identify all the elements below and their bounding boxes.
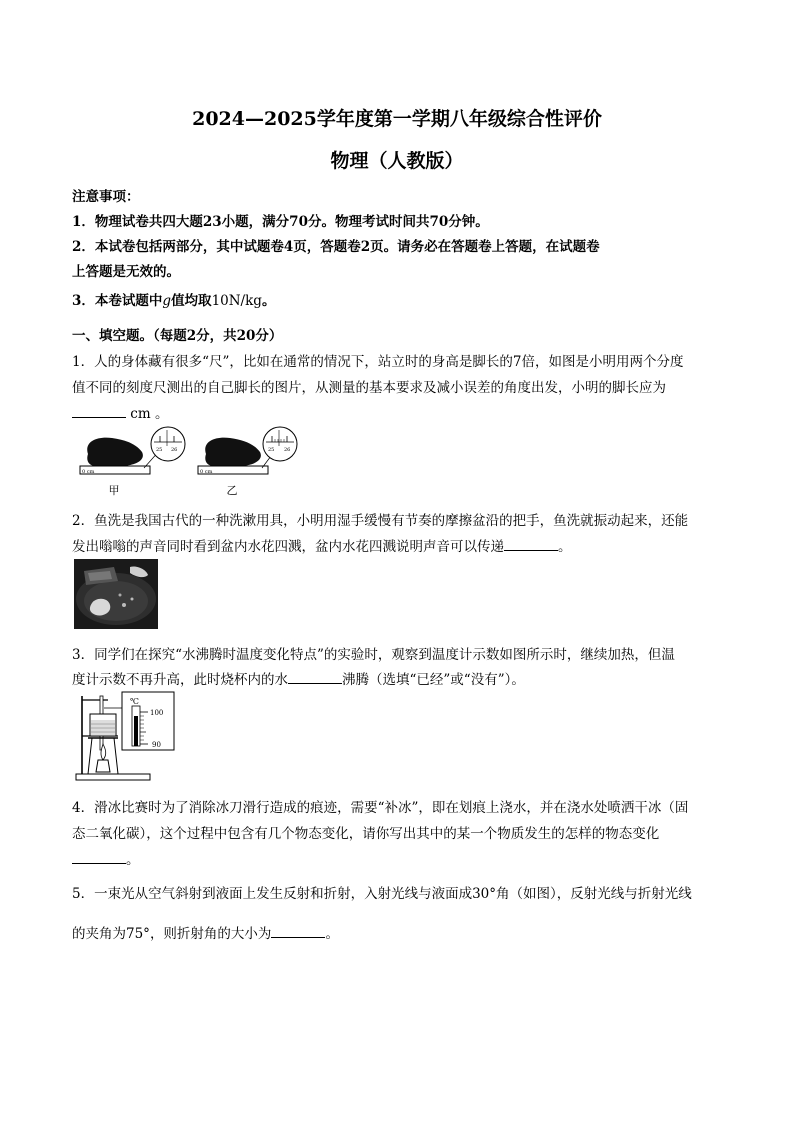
q2-line-2-text: 发出嗡嗡的声音同时看到盆内水花四溅，盆内水花四溅说明声音可以传递 — [72, 539, 504, 555]
q5-line-1-text-a: 5．一束光从空气斜射到液面上发生反射和折射，入射光线与液面成 — [72, 886, 473, 902]
note-2-line-2: 上答题是无效的。 — [72, 264, 180, 280]
q1-answer-blank[interactable] — [72, 404, 126, 418]
q2-line-2-end: 。 — [558, 539, 572, 555]
tick-label-25-jia: 25 — [156, 447, 163, 453]
gravity-symbol: g — [162, 293, 172, 309]
q1-line-2: 值不同的刻度尺测出的自己脚长的图片，从测量的基本要求及减小误差的角度出发，小明的脚长应为 — [72, 380, 666, 396]
q5-line-1 — [72, 882, 692, 902]
q4-line-3 — [72, 848, 140, 868]
fish-basin-image — [74, 559, 158, 629]
thermometer-label-90: 90 — [152, 741, 161, 749]
tick-label-25-yi: 25 — [268, 447, 275, 453]
q2-answer-blank[interactable] — [504, 537, 558, 551]
q1-unit: cm 。 — [126, 406, 169, 422]
section-1-heading: 一、填空题。（每题2分，共20分） — [72, 328, 283, 344]
q5-answer-blank[interactable] — [271, 924, 325, 938]
q3-line-1: 3．同学们在探究“水沸腾时温度变化特点”的实验时，观察到温度计示数如图所示时，继续加热，但温 — [72, 647, 675, 663]
figure-label-yi: 乙 — [226, 484, 238, 497]
figure-yi — [198, 427, 297, 497]
gravity-value: 10N/kg — [211, 293, 262, 309]
q2-line-2 — [72, 535, 572, 555]
q3-line-2-text-a: 度计示数不再升高，此时烧杯内的水 — [72, 672, 288, 688]
tick-label-26-jia: 26 — [171, 447, 178, 453]
figure-jia — [80, 427, 185, 497]
q5-line-2-text-b: ，则折射角的大小为 — [149, 926, 272, 942]
q5-line-2-end: 。 — [325, 926, 339, 942]
thermometer-label-100: 100 — [150, 709, 164, 717]
ruler-zero-label-yi: 0 cm — [200, 469, 213, 475]
q4-line-3-end: 。 — [126, 852, 140, 868]
ruler-zero-label-jia: 0 cm — [82, 469, 95, 475]
tick-label-26-yi: 26 — [284, 447, 291, 453]
q2-line-1: 2．鱼洗是我国古代的一种洗漱用具，小明用湿手缓慢有节奏的摩擦盆沿的把手，鱼洗就振动起来，还能 — [72, 513, 689, 529]
exam-title: 2024—2025学年度第一学期八年级综合性评价 — [192, 108, 602, 130]
q1-figure — [74, 424, 304, 502]
q2-fish-basin-photo — [74, 559, 158, 629]
q5-line-1-text-b: 角（如图），反射光线与折射光线 — [496, 886, 692, 902]
note-3-text-a: 3．本卷试题中 — [72, 293, 163, 309]
exam-subtitle: 物理（人教版） — [330, 150, 464, 172]
q3-answer-blank[interactable] — [288, 670, 342, 684]
figure-label-jia: 甲 — [108, 484, 120, 497]
q5-line-2 — [72, 922, 339, 942]
q5-incident-angle: 30° — [472, 886, 497, 902]
q3-line-2 — [72, 668, 525, 688]
q1-line-3 — [72, 402, 168, 422]
q3-boiling-apparatus — [74, 690, 178, 784]
q4-answer-blank[interactable] — [72, 850, 126, 864]
boiling-apparatus-figure — [74, 690, 178, 784]
q3-line-2-text-b: 沸腾（选填“已经”或“没有”）。 — [342, 672, 525, 688]
note-3-text-b: 值均取 — [171, 293, 212, 309]
thermometer-unit: ℃ — [130, 697, 139, 706]
q4-line-1: 4．滑冰比赛时为了消除冰刀滑行造成的痕迹，需要“补冰”，即在划痕上浇水，并在浇水处喷洒干冰（固 — [72, 800, 689, 816]
q5-angle-between: 75° — [126, 926, 150, 942]
note-1: 1．物理试卷共四大题23小题，满分70分。物理考试时间共70分钟。 — [72, 214, 489, 230]
ruler-foot-figure — [74, 424, 304, 502]
note-3 — [72, 289, 275, 309]
q1-line-1: 1．人的身体藏有很多“尺”，比如在通常的情况下，站立时的身高是脚长的7倍，如图是小明用两个分度 — [72, 354, 684, 370]
q5-line-2-text-a: 的夹角为 — [72, 926, 126, 942]
note-3-text-c: 。 — [261, 293, 276, 309]
q4-line-2: 态二氧化碳），这个过程中包含有几个物态变化，请你写出其中的某一个物质发生的怎样的物态变化 — [72, 826, 660, 842]
note-2-line-1: 2．本试卷包括两部分，其中试题卷4页，答题卷2页。请务必在答题卷上答题，在试题卷 — [72, 239, 600, 255]
notes-heading: 注意事项： — [72, 189, 140, 205]
